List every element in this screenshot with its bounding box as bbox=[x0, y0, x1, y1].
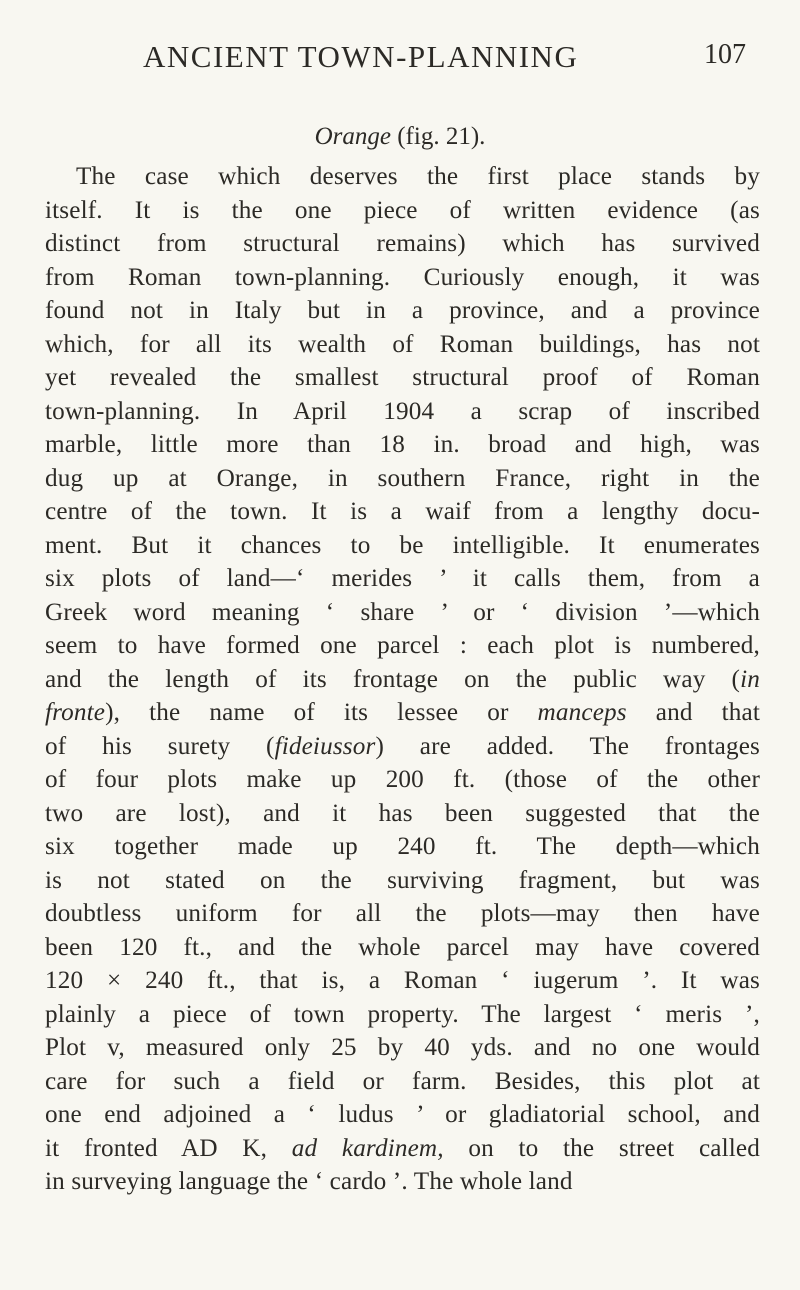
text-segment: ) are added. The frontages bbox=[375, 732, 760, 760]
text-segment: care for such a field or farm. Besides, this plot at bbox=[45, 1067, 760, 1095]
text-segment: ), the name of its lessee or bbox=[105, 699, 538, 726]
text-line bbox=[45, 529, 760, 563]
text-segment: and the length of its frontage on the public way ( bbox=[45, 665, 741, 693]
text-line bbox=[45, 562, 760, 596]
text-segment: of his surety ( bbox=[45, 732, 275, 760]
text-line bbox=[45, 797, 760, 831]
text-segment: two are lost), and it has been suggested that the bbox=[45, 799, 760, 827]
text-line bbox=[45, 596, 760, 630]
section-heading bbox=[0, 124, 800, 149]
text-line bbox=[45, 696, 760, 730]
text-segment: one end adjoined a ‘ ludus ’ or gladiatorial school, and bbox=[45, 1101, 760, 1128]
text-line bbox=[45, 194, 760, 228]
text-line bbox=[45, 964, 760, 998]
text-segment: The case which deserves the first place stands by bbox=[76, 163, 760, 190]
italic-text: fideiussor bbox=[274, 732, 376, 760]
text-segment: doubtless uniform for all the plots—may then have bbox=[45, 900, 760, 927]
text-segment: distinct from structural remains) which has survived bbox=[45, 230, 760, 257]
text-line bbox=[45, 629, 760, 663]
section-name: Orange bbox=[314, 123, 391, 150]
text-segment: of four plots make up 200 ft. (those of the other bbox=[45, 766, 760, 793]
text-line bbox=[45, 160, 760, 194]
text-line bbox=[45, 328, 760, 362]
body-paragraph bbox=[45, 160, 760, 1199]
text-line bbox=[45, 1031, 760, 1065]
text-line bbox=[45, 462, 760, 496]
text-line bbox=[45, 361, 760, 395]
text-segment: yet revealed the smallest structural proof of Roman bbox=[45, 364, 760, 391]
running-head: ANCIENT TOWN-PLANNING bbox=[143, 39, 579, 74]
text-line bbox=[45, 1065, 760, 1099]
text-segment: plainly a piece of town property. The largest ‘ meris ’, bbox=[45, 1000, 760, 1028]
text-line bbox=[45, 998, 760, 1032]
text-line bbox=[45, 294, 760, 328]
text-segment: seem to have formed one parcel : each plot is numbered, bbox=[45, 632, 760, 659]
text-segment: centre of the town. It is a waif from a lengthy docu- bbox=[45, 498, 760, 525]
text-line bbox=[45, 428, 760, 462]
text-line bbox=[45, 830, 760, 864]
text-line bbox=[45, 931, 760, 965]
italic-text: fronte bbox=[45, 699, 106, 726]
text-line bbox=[45, 763, 760, 797]
text-segment: marble, little more than 18 in. broad and high, was bbox=[45, 431, 760, 458]
text-segment: dug up at Orange, in southern France, right in the bbox=[45, 464, 760, 492]
text-line bbox=[45, 227, 760, 261]
text-line bbox=[45, 663, 760, 697]
page-number: 107 bbox=[704, 39, 746, 70]
text-line bbox=[45, 864, 760, 898]
text-segment: Greek word meaning ‘ share ’ or ‘ division ’—which bbox=[45, 598, 760, 626]
text-segment: from Roman town-planning. Curiously enough, it was bbox=[45, 263, 760, 291]
text-line bbox=[45, 1165, 760, 1199]
text-line bbox=[45, 495, 760, 529]
italic-text: in bbox=[740, 665, 760, 693]
text-line bbox=[45, 395, 760, 429]
text-segment: ment. But it chances to be intelligible. It enumerates bbox=[45, 531, 760, 559]
text-segment: in surveying language the ‘ cardo ’. The whole land bbox=[45, 1168, 573, 1195]
text-segment: is not stated on the surviving fragment, but was bbox=[45, 866, 760, 894]
text-segment: it fronted AD K, bbox=[45, 1134, 292, 1162]
italic-text: manceps bbox=[537, 699, 627, 726]
text-segment: been 120 ft., and the whole parcel may have covered bbox=[45, 933, 760, 961]
italic-text: ad kardinem, bbox=[291, 1134, 444, 1162]
text-segment: and that bbox=[626, 699, 760, 726]
text-segment: town-planning. In April 1904 a scrap of inscribed bbox=[45, 397, 760, 425]
figure-reference: (fig. 21). bbox=[397, 123, 486, 150]
text-segment: 120 × 240 ft., that is, a Roman ‘ iugerum ’. It was bbox=[45, 967, 760, 994]
text-segment: six plots of land—‘ merides ’ it calls them, from a bbox=[45, 565, 760, 592]
text-line bbox=[45, 897, 760, 931]
text-line bbox=[45, 1098, 760, 1132]
text-line bbox=[45, 1132, 760, 1166]
text-line bbox=[45, 261, 760, 295]
text-line bbox=[45, 730, 760, 764]
text-segment: which, for all its wealth of Roman buildings, has not bbox=[45, 330, 760, 358]
text-segment: Plot v, measured only 25 by 40 yds. and no one would bbox=[45, 1034, 760, 1061]
text-segment: on to the street called bbox=[443, 1134, 761, 1162]
text-segment: found not in Italy but in a province, and a province bbox=[45, 297, 760, 324]
text-segment: six together made up 240 ft. The depth—which bbox=[45, 833, 760, 860]
text-segment: itself. It is the one piece of written evidence (as bbox=[45, 196, 760, 224]
